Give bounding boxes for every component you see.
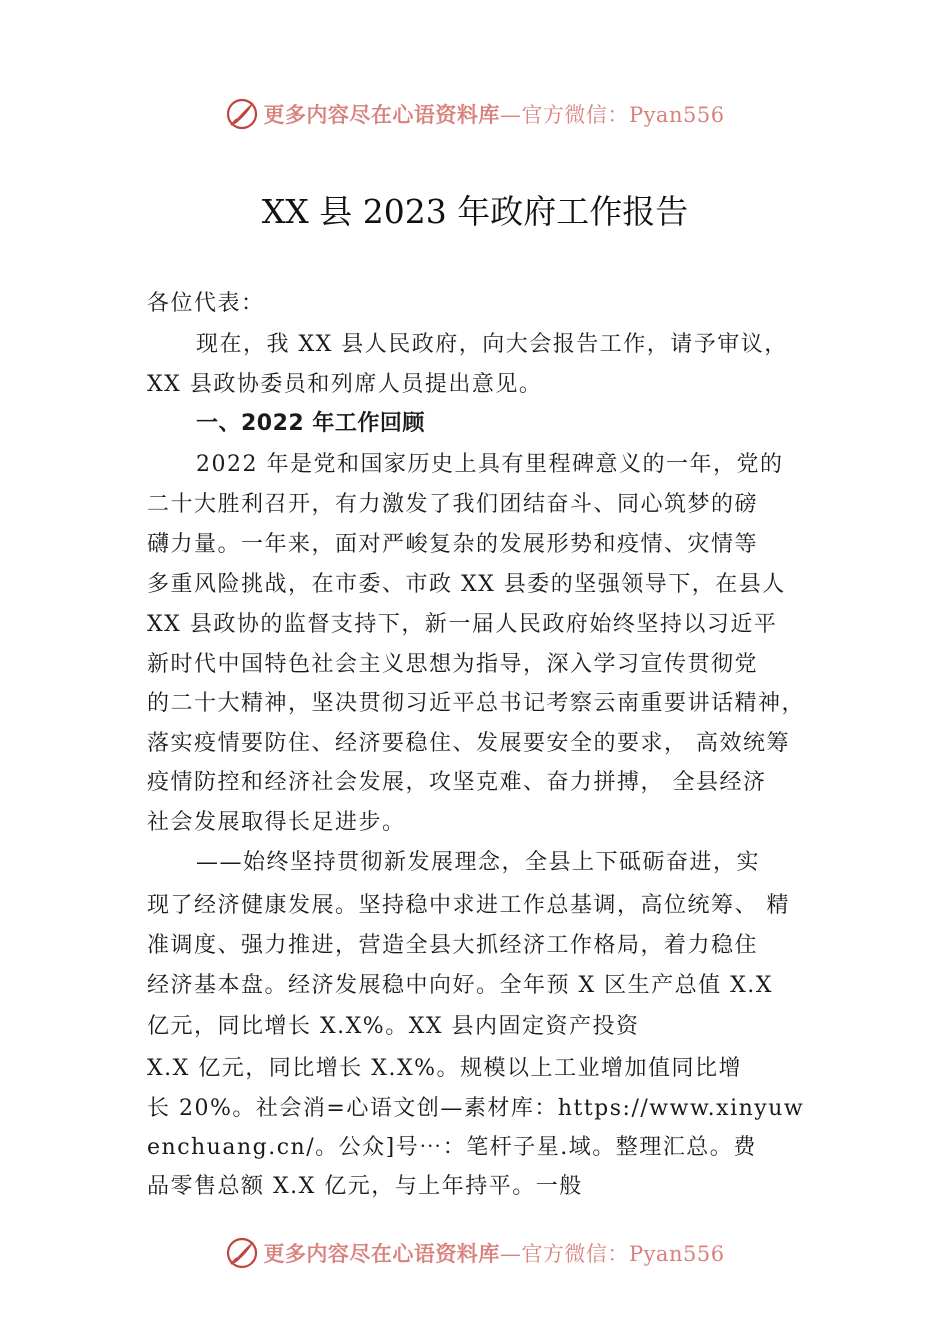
body-line: 社会发展取得长足进步。 [147, 810, 406, 835]
body-line: 现了经济健康发展。坚持稳中求进工作总基调，高位统筹、 精 [147, 893, 790, 918]
banner-label: 更多内容尽在心语资料库 [263, 102, 500, 127]
salutation: 各位代表： [147, 291, 265, 316]
body-line: enchuang.cn/。公众]号⋯：笔杆子星.域。整理汇总。费 [147, 1135, 757, 1160]
body-line: 落实疫情要防住、经济要稳住、发展要安全的要求， 高效统筹 [147, 731, 790, 756]
body-line: 现在，我 XX 县人民政府，向大会报告工作，请予审议， [196, 332, 788, 357]
body-line: X.X 亿元，同比增长 X.X%。规模以上工业增加值同比增 [147, 1056, 743, 1081]
body-line: XX 县政协委员和列席人员提出意见。 [147, 372, 543, 397]
banner-text [263, 99, 724, 129]
quill-seal-icon [225, 1236, 259, 1270]
body-line: ——始终坚持贯彻新发展理念，全县上下砥砺奋进，实 [196, 850, 761, 875]
body-line: 礴力量。一年来，面对严峻复杂的发展形势和疫情、灾情等 [147, 532, 759, 557]
body-line: 亿元，同比增长 X.X%。XX 县内固定资产投资 [147, 1014, 640, 1039]
body-line: 长 20%。社会消=心语文创—素材库：https://www.xinyuw [147, 1096, 805, 1121]
body-line: 疫情防控和经济社会发展，攻坚克难、奋力拼搏， 全县经济 [147, 770, 767, 795]
body-line: 的二十大精神，坚决贯彻习近平总书记考察云南重要讲话精神， [147, 691, 806, 716]
banner-text [263, 1238, 724, 1268]
page-title: XX 县 2023 年政府工作报告 [261, 192, 689, 231]
banner-sep: —官方微信： [499, 103, 629, 127]
banner-label: 更多内容尽在心语资料库 [263, 1241, 500, 1266]
banner-sep: —官方微信： [499, 1242, 629, 1266]
body-line: 新时代中国特色社会主义思想为指导，深入学习宣传贯彻党 [147, 652, 759, 677]
body-line: XX 县政协的监督支持下，新一届人民政府始终坚持以习近平 [147, 612, 778, 637]
body-line: 经济基本盘。经济发展稳中向好。全年预 X 区生产总值 X.X [147, 973, 773, 998]
body-line: 品零售总额 X.X 亿元，与上年持平。一般 [147, 1174, 583, 1199]
footer-banner [0, 1233, 950, 1273]
section-heading: 一、2022 年工作回顾 [196, 411, 425, 436]
banner-id: Pyan556 [628, 1242, 725, 1266]
body-line: 准调度、强力推进，营造全县大抓经济工作格局，着力稳住 [147, 933, 759, 958]
header-banner [0, 94, 950, 134]
quill-seal-icon [225, 97, 259, 131]
body-line: 2022 年是党和国家历史上具有里程碑意义的一年，党的 [196, 452, 784, 477]
body-line: 二十大胜利召开，有力激发了我们团结奋斗、同心筑梦的磅 [147, 492, 759, 517]
banner-id: Pyan556 [628, 103, 725, 127]
body-line: 多重风险挑战，在市委、市政 XX 县委的坚强领导下，在县人 [147, 572, 786, 597]
